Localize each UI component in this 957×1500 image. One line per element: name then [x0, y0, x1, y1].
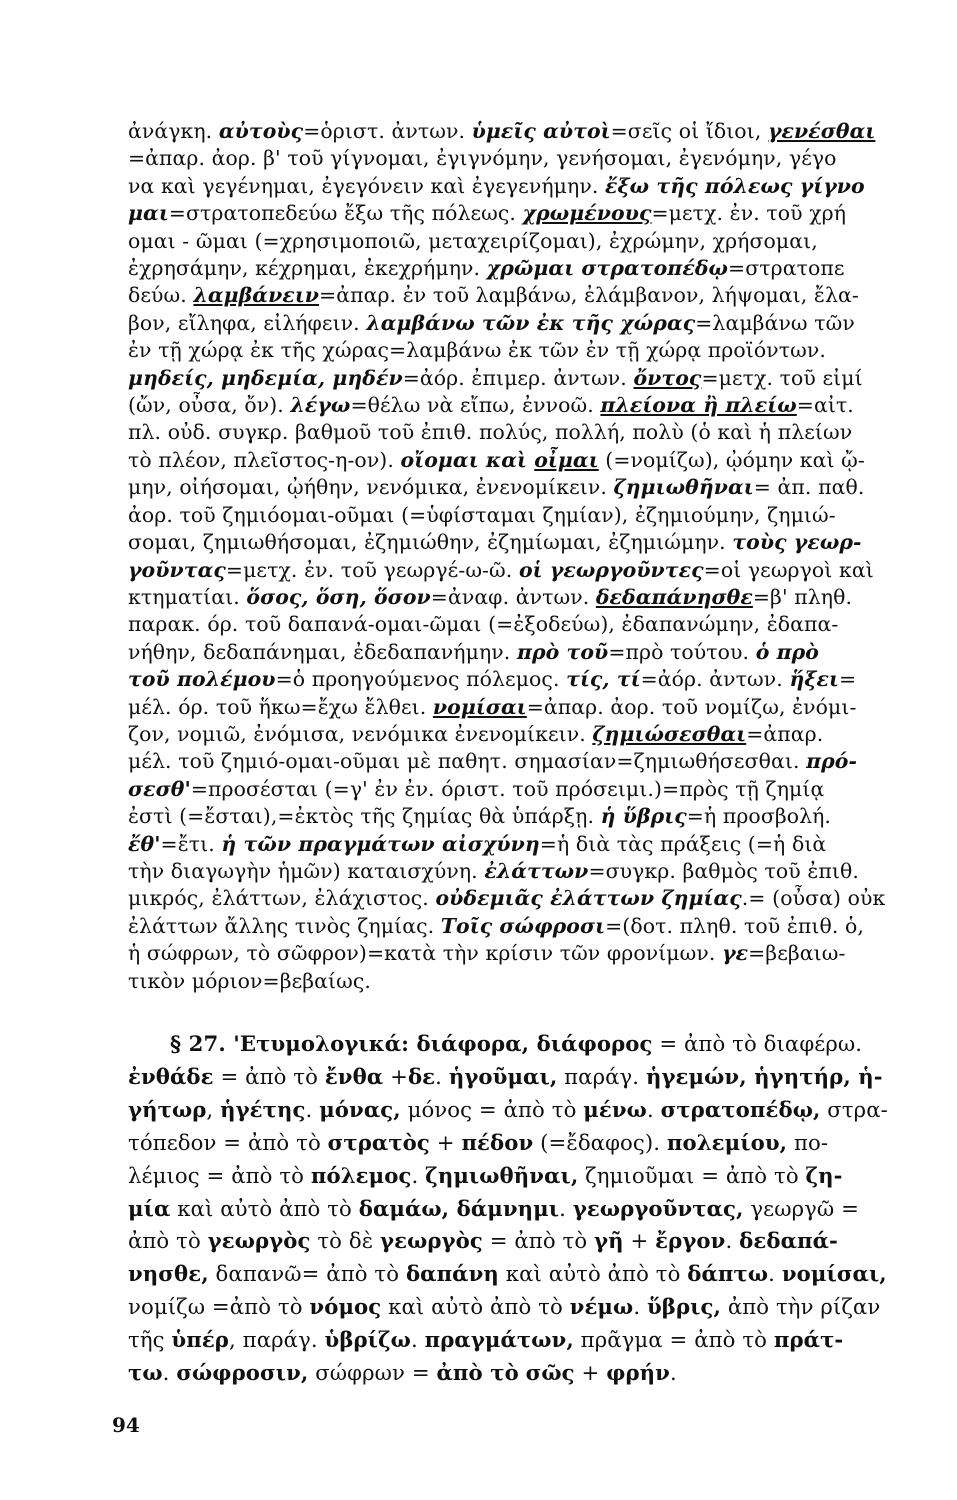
text-line	[128, 200, 913, 227]
text-segment: νομίσαι,	[781, 1261, 887, 1287]
text-segment: =ἀπαρ.	[746, 721, 824, 746]
text-segment: ἡ ὕβρις	[600, 804, 687, 829]
text-segment: δεδαπά-	[739, 1228, 838, 1254]
text-segment: =σεῖς οἱ ἴδιοι,	[610, 119, 768, 143]
text-line	[128, 502, 913, 529]
text-segment: πρὸ τοῦ	[516, 639, 609, 664]
text-line	[128, 940, 913, 967]
text-segment: μόνας,	[319, 1096, 401, 1122]
text-segment: ὑπέρ	[171, 1327, 230, 1353]
text-segment: ἥξει	[789, 667, 840, 692]
text-segment: πλ. οὐδ. συγκρ. βαθμοῦ τοῦ ἐπιθ. πολύς, πολλή, πολὺ (ὁ καὶ ἡ πλείων	[128, 420, 853, 445]
text-segment: δάπτω	[687, 1261, 769, 1287]
text-segment: τόπεδον = ἀπὸ τὸ	[128, 1129, 328, 1155]
text-segment: ὕβρις,	[647, 1294, 721, 1320]
text-segment: = ἀπ. παθ.	[753, 475, 865, 500]
text-line	[128, 282, 913, 309]
text-segment: μόνος = ἀπὸ τὸ	[400, 1096, 584, 1122]
text-segment: ἡ σώφρων, τὸ σῶφρον)=κατὰ τὴν κρίσιν τῶν φρονίμων.	[128, 941, 723, 966]
text-line	[128, 529, 913, 556]
text-segment: τω	[128, 1360, 163, 1386]
text-line	[128, 694, 913, 721]
text-segment: καὶ αὐτὸ ἀπὸ τὸ	[170, 1195, 359, 1221]
text-segment: .	[559, 1195, 573, 1221]
text-segment: ομαι - ῶμαι (=χρησιμοποιῶ, μεταχειρίζομαι), ἐχρώμην, χρήσομαι,	[128, 228, 818, 253]
text-segment: =πρὸ τούτου.	[608, 639, 756, 664]
text-segment: ὄντος	[633, 365, 702, 390]
text-segment: να καὶ γεγένημαι, ἐγεγόνειν καὶ ἐγεγενήμην.	[128, 173, 605, 198]
text-segment: =συγκρ. βαθμὸς τοῦ ἐπιθ.	[588, 858, 859, 883]
text-segment: σώφροσιν,	[176, 1360, 309, 1386]
text-segment: .	[162, 1360, 177, 1386]
text-line	[128, 1160, 913, 1193]
text-line	[128, 228, 913, 255]
text-segment: τοὺς γεωρ-	[732, 530, 862, 555]
text-line	[128, 1324, 913, 1357]
text-segment: οἶμαι	[534, 447, 599, 472]
text-segment: .	[411, 1162, 426, 1188]
text-segment	[519, 1360, 526, 1385]
text-segment: μέλ. όρ. τοῦ ἥκω=ἔχω ἔλθει.	[128, 694, 433, 719]
text-segment: ἀπὸ τὸ	[128, 1228, 208, 1254]
text-segment: γήτωρ	[128, 1096, 207, 1122]
text-segment: = ἀπὸ τὸ	[213, 1063, 325, 1089]
text-line	[128, 447, 913, 474]
text-segment: =οἱ γεωργοὶ καὶ	[703, 557, 874, 582]
text-line	[128, 611, 913, 638]
text-segment: τίς, τί	[566, 667, 641, 692]
text-segment: μηδείς, μηδεμία, μηδέν	[128, 365, 403, 390]
text-segment: γενέσθαι	[767, 119, 876, 143]
text-segment: σῶς	[525, 1360, 575, 1386]
text-segment: ἔργον	[655, 1228, 726, 1254]
text-segment: ἔθ'	[128, 831, 161, 856]
text-segment: μέλ. τοῦ ζημιό-ομαι-οῦμαι μὲ παθητ. σημασίαν=ζημιωθήσεσθαι.	[128, 749, 807, 774]
text-line	[128, 748, 913, 775]
text-segment: φρήν	[606, 1360, 670, 1386]
text-segment: νέμω	[569, 1294, 634, 1320]
text-segment: δεύω.	[128, 283, 194, 308]
text-segment: +	[383, 1063, 408, 1089]
text-segment: δαπανῶ= ἀπὸ τὸ	[208, 1261, 406, 1287]
text-line	[128, 365, 913, 392]
text-segment: μία	[128, 1195, 171, 1221]
text-segment: § 27. 'Ετυμολογικά:	[170, 1031, 417, 1056]
text-segment: ὑμεῖς αὐτοὶ	[471, 119, 611, 143]
text-segment: σεσθ'	[128, 776, 191, 801]
text-line	[128, 392, 913, 419]
text-segment: λαμβάνειν	[193, 283, 320, 308]
text-line	[128, 419, 913, 446]
text-line	[128, 885, 913, 912]
text-segment: ἡγέτης	[220, 1096, 306, 1122]
etymology-paragraph	[128, 1028, 913, 1390]
text-segment: λέγω	[290, 393, 351, 418]
text-line	[128, 145, 913, 172]
text-segment: πρᾶγμα = ἀπὸ τὸ	[573, 1327, 774, 1353]
text-segment: παράγ.	[557, 1063, 646, 1089]
text-segment: πολεμίου,	[666, 1129, 788, 1155]
text-segment: (=ἔδαφος).	[533, 1129, 667, 1155]
text-segment: =λαμβάνω τῶν	[695, 310, 855, 335]
text-segment: στρατὸς	[327, 1129, 430, 1155]
text-segment: ζημιώσεσθαι	[592, 721, 747, 746]
text-segment: ἐνθάδε	[128, 1063, 214, 1089]
text-segment: μην, οἰήσομαι, ᾠήθην, νενόμικα, ἐνενομίκειν.	[128, 475, 614, 500]
text-segment: =αἰτ.	[796, 393, 854, 418]
text-line	[128, 776, 913, 803]
text-segment: .	[410, 1327, 425, 1353]
text-segment: βον, εἴληφα, εἰλήφειν.	[128, 310, 367, 335]
text-segment: ,	[206, 1096, 221, 1122]
text-segment: καὶ αὐτὸ ἀπὸ τὸ	[498, 1261, 688, 1287]
text-segment: ἀπὸ τὸ	[436, 1360, 519, 1386]
text-segment: τὸ δὲ	[310, 1228, 381, 1254]
text-segment: γεωργοῦντας,	[572, 1195, 744, 1221]
text-segment: τικὸν μόριον=βεβαίως.	[128, 968, 371, 993]
text-segment: χρωμένους	[522, 201, 652, 226]
page-number: 94	[112, 1413, 140, 1437]
text-segment: =ἀναφ. ἀντων.	[430, 584, 596, 609]
text-segment: χρῶμαι στρατοπέδῳ	[486, 256, 729, 281]
text-line	[128, 1258, 913, 1291]
text-line	[128, 1028, 913, 1061]
text-segment: καὶ αὐτὸ ἀπὸ τὸ	[381, 1294, 570, 1320]
text-segment: γοῦντας	[128, 557, 226, 582]
text-segment: .	[435, 1063, 449, 1089]
text-segment: πράτ-	[773, 1327, 844, 1353]
text-line	[128, 803, 913, 830]
text-segment: ἀορ. τοῦ ζημιόομαι-οῦμαι (=ὑφίσταμαι ζημίαν), ἐζημιούμην, ζημιώ-	[128, 502, 836, 527]
text-segment: +	[623, 1228, 656, 1254]
text-segment: κτηματίαι.	[128, 584, 247, 609]
text-line	[128, 1291, 913, 1324]
text-segment: τὸ πλέον, πλεῖστος-η-ον).	[128, 447, 401, 472]
text-segment: ἐστὶ (=ἔσται),=ἐκτὸς τῆς ζημίας θὰ ὑπάρξῃ.	[128, 804, 601, 829]
text-segment: (ὤν, οὖσα, ὄν).	[128, 393, 291, 418]
text-line	[128, 1225, 913, 1258]
text-line	[128, 474, 913, 501]
text-segment: πο-	[787, 1129, 829, 1155]
text-segment: πρό-	[806, 749, 858, 774]
text-line	[128, 118, 913, 145]
text-segment: ἐχρησάμην, κέχρημαι, ἐκεχρήμην.	[128, 256, 487, 281]
text-line	[128, 831, 913, 858]
text-segment: σώφρων =	[308, 1360, 437, 1386]
text-segment: γε	[722, 941, 749, 966]
text-segment: =(δοτ. πληθ. τοῦ ἐπιθ. ὁ,	[605, 913, 864, 938]
text-line	[128, 337, 913, 364]
text-segment: πραγμάτων,	[424, 1327, 574, 1353]
text-segment: +	[429, 1129, 462, 1155]
glossary-paragraph	[128, 118, 913, 995]
text-segment: .	[669, 1360, 677, 1386]
text-segment: ὅσος, ὅση, ὅσον	[246, 584, 431, 609]
text-segment: ἡγεμών, ἡγητήρ, ἡ-	[645, 1063, 883, 1089]
text-line	[128, 310, 913, 337]
text-segment: = ἀπὸ τὸ διαφέρω.	[652, 1031, 863, 1056]
text-segment: δεδαπάνησθε	[595, 584, 753, 609]
text-segment: =μετχ. ἐν. τοῦ χρή	[651, 201, 847, 226]
text-segment: στρατοπέδῳ,	[660, 1096, 821, 1122]
text-segment: =β' πληθ.	[752, 584, 853, 609]
text-segment: =ἡ προσβολή.	[686, 804, 832, 829]
text-segment: ἐλάττων ἄλλης τινὸς ζημίας.	[128, 913, 441, 938]
text-line	[128, 1061, 913, 1094]
text-segment: τῆς	[128, 1327, 172, 1353]
text-segment: =ἀόρ. ἐπιμερ. ἀντων.	[402, 365, 634, 390]
text-segment: =βεβαιω-	[748, 941, 846, 966]
text-segment: .	[305, 1096, 320, 1122]
text-segment: γεωργὸς	[380, 1228, 483, 1254]
text-segment: παρακ. όρ. τοῦ δαπανά-ομαι-ῶμαι (=ἐξοδεύω), ἐδαπανώμην, ἐδαπα-	[128, 612, 839, 637]
text-segment: τοῦ πολέμου	[128, 667, 276, 692]
text-segment: μικρός, ἐλάττων, ἐλάχιστος.	[128, 886, 436, 911]
text-segment: =μετχ. τοῦ εἰμί	[701, 365, 863, 390]
text-segment: νησθε,	[128, 1261, 209, 1287]
text-segment: νομίσαι	[432, 694, 527, 719]
text-line	[128, 639, 913, 666]
text-segment: =ἀπαρ. ἀορ. τοῦ νομίζω, ἐνόμι-	[526, 694, 857, 719]
text-segment: οἴομαι καὶ	[400, 447, 535, 472]
text-segment: =θέλω νὰ εἴπω, ἐννοῶ.	[350, 393, 601, 418]
text-line	[128, 173, 913, 200]
text-segment: οἱ γεωργοῦντες	[518, 557, 704, 582]
text-segment: ζημιοῦμαι = ἀπὸ τὸ	[578, 1162, 806, 1188]
text-segment: πέδον	[461, 1129, 534, 1155]
text-line	[128, 1193, 913, 1226]
text-segment: =ἔτι.	[160, 831, 222, 856]
text-segment: ἡ τῶν πραγμάτων αἰσχύνη	[221, 831, 540, 856]
text-line	[128, 1094, 913, 1127]
text-segment: (=νομίζω), ᾠόμην καὶ ᾤ-	[598, 447, 865, 472]
text-segment: νήθην, δεδαπάνημαι, ἐδεδαπανήμην.	[128, 639, 517, 664]
text-segment: =	[839, 667, 857, 692]
text-segment: =μετχ. ἐν. τοῦ γεωργέ-ω-ῶ.	[225, 557, 519, 582]
text-line	[128, 1127, 913, 1160]
text-segment: .= (οὖσα) οὐκ	[741, 886, 886, 911]
text-segment: =ὁ προηγούμενος πόλεμος.	[275, 667, 567, 692]
text-segment: ἔξω τῆς πόλεως γίγνο	[605, 173, 865, 198]
text-segment: .	[768, 1261, 782, 1287]
text-segment: ἔνθα	[324, 1063, 384, 1089]
text-segment: λέμιος = ἀπὸ τὸ	[128, 1162, 311, 1188]
text-segment: δαπάνη	[405, 1261, 499, 1287]
text-segment: =ἡ διὰ τὰς πράξεις (=ἡ διὰ	[539, 831, 827, 856]
text-segment: διάφορα, διάφορος	[416, 1031, 653, 1056]
text-segment: = ἀπὸ τὸ	[482, 1228, 595, 1254]
text-segment: =ἀόρ. ἀντων.	[640, 667, 790, 692]
text-segment: ἐλάττων	[484, 858, 589, 883]
text-segment: νομίζω =ἀπὸ τὸ	[128, 1294, 310, 1320]
text-segment: ὁ πρὸ	[755, 639, 820, 664]
text-segment: δε	[407, 1063, 436, 1089]
text-segment: πλείονα ἢ πλείω	[600, 393, 797, 418]
text-segment: στρα-	[820, 1096, 888, 1122]
text-segment: ἀπὸ τὴν ρίζαν	[721, 1294, 881, 1320]
text-segment: δαμάω, δάμνημι	[358, 1195, 560, 1221]
text-segment: ἐν τῇ χώρᾳ ἐκ τῆς χώρας=λαμβάνω ἐκ τῶν ἐν τῇ χώρᾳ προϊόντων.	[128, 338, 826, 363]
text-segment: γεωργῶ =	[743, 1195, 859, 1221]
text-line	[128, 255, 913, 282]
text-segment: =ἀπαρ. ἐν τοῦ λαμβάνω, ἐλάμβανον, λήψομαι, ἔλα-	[319, 283, 859, 308]
text-segment: =στρατοπε	[728, 256, 845, 281]
text-line	[128, 1357, 913, 1390]
text-segment: πόλεμος	[310, 1162, 412, 1188]
text-line	[128, 721, 913, 748]
text-segment: ἀνάγκη.	[128, 119, 219, 143]
text-segment: ζημιωθῆναι,	[425, 1162, 579, 1188]
text-segment: =ἀπαρ. ἀορ. β' τοῦ γίγνομαι, ἐγιγνόμην, γενήσομαι, ἐγενόμην, γέγο	[128, 146, 837, 171]
text-segment: ζημιωθῆναι	[613, 475, 754, 500]
text-segment: ζον, νομιῶ, ἐνόμισα, νενόμικα ἐνενομίκειν.	[128, 721, 593, 746]
text-segment: οὐδεμιᾶς ἐλάττων ζημίας	[435, 886, 742, 911]
text-segment: αὐτοὺς	[218, 119, 304, 143]
text-segment: μένω	[583, 1096, 647, 1122]
text-segment: γῆ	[594, 1228, 624, 1254]
text-segment: μαι	[128, 201, 169, 226]
text-segment: =στρατοπεδεύω ἔξω τῆς πόλεως.	[168, 201, 523, 226]
text-segment: ὑβρίζω	[324, 1327, 411, 1353]
text-line	[128, 666, 913, 693]
text-segment: λαμβάνω τῶν ἐκ τῆς χώρας	[366, 310, 696, 335]
text-segment: .	[725, 1228, 740, 1254]
text-line	[128, 557, 913, 584]
text-segment: ζη-	[805, 1162, 843, 1188]
text-segment: +	[574, 1360, 607, 1386]
text-line	[128, 858, 913, 885]
text-segment: , παράγ.	[229, 1327, 325, 1353]
text-line	[128, 913, 913, 940]
text-segment: =προσέσται (=γ' ἐν ἐν. όριστ. τοῦ πρόσειμι.)=πρὸς τῇ ζημίᾳ	[190, 776, 825, 801]
text-segment: γεωργὸς	[207, 1228, 311, 1254]
text-segment: Τοῖς σώφροσι	[440, 913, 606, 938]
text-segment: σομαι, ζημιωθήσομαι, ἐζημιώθην, ἐζημίωμαι, ἐζημιώμην.	[128, 530, 733, 555]
text-segment: τὴν διαγωγὴν ἡμῶν) καταισχύνη.	[128, 858, 485, 883]
text-segment: νόμος	[309, 1294, 382, 1320]
text-segment: .	[646, 1096, 661, 1122]
text-line	[128, 968, 913, 995]
text-segment: ἡγοῦμαι,	[448, 1063, 558, 1089]
text-segment: =ὁριστ. ἀντων.	[303, 119, 472, 143]
text-line	[128, 584, 913, 611]
text-segment: .	[633, 1294, 647, 1320]
